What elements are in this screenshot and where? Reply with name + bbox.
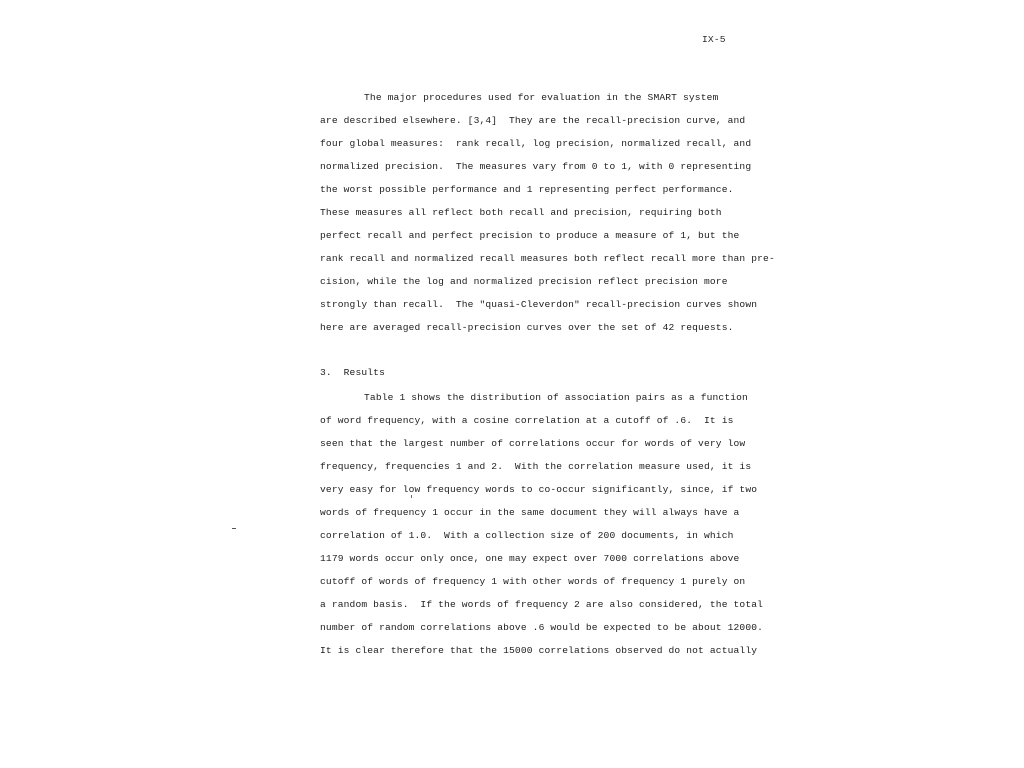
paragraph-2-line: frequency, frequencies 1 and 2. With the correlation measure used, it is xyxy=(320,461,752,472)
paragraph-2-line: correlation of 1.0. With a collection size of 200 documents, in which xyxy=(320,530,734,541)
paragraph-2-line: seen that the largest number of correlations occur for words of very low xyxy=(320,438,746,449)
paragraph-1-line: cision, while the log and normalized precision reflect precision more xyxy=(320,276,728,287)
paragraph-1-line: here are averaged recall-precision curves over the set of 42 requests. xyxy=(320,322,734,333)
paragraph-1-line: are described elsewhere. [3,4] They are the recall-precision curve, and xyxy=(320,115,746,126)
margin-mark xyxy=(232,528,236,529)
paragraph-1-line: the worst possible performance and 1 representing perfect performance. xyxy=(320,184,734,195)
paragraph-2-line: 1179 words occur only once, one may expect over 7000 correlations above xyxy=(320,553,740,564)
paragraph-2-line: Table 1 shows the distribution of association pairs as a function xyxy=(364,392,748,403)
paragraph-2-line: number of random correlations above .6 would be expected to be about 12000. xyxy=(320,622,764,633)
paragraph-2-line: cutoff of words of frequency 1 with other words of frequency 1 purely on xyxy=(320,576,746,587)
paragraph-2-line: a random basis. If the words of frequency 2 are also considered, the total xyxy=(320,599,764,610)
paragraph-1-line: normalized precision. The measures vary from 0 to 1, with 0 representing xyxy=(320,161,752,172)
paragraph-2-line: of word frequency, with a cosine correlation at a cutoff of .6. It is xyxy=(320,415,734,426)
page-number: IX-5 xyxy=(702,34,726,45)
paragraph-1-line: four global measures: rank recall, log precision, normalized recall, and xyxy=(320,138,752,149)
scan-speck xyxy=(411,495,412,498)
paragraph-1-line: The major procedures used for evaluation in the SMART system xyxy=(364,92,719,103)
paragraph-2-line: words of frequency 1 occur in the same document they will always have a xyxy=(320,507,740,518)
paragraph-1-line: These measures all reflect both recall and precision, requiring both xyxy=(320,207,722,218)
section-heading: 3. Results xyxy=(320,367,385,378)
paragraph-2-line: very easy for low frequency words to co-occur significantly, since, if two xyxy=(320,484,758,495)
paragraph-2-line: It is clear therefore that the 15000 correlations observed do not actually xyxy=(320,645,758,656)
paragraph-1-line: strongly than recall. The "quasi-Cleverdon" recall-precision curves shown xyxy=(320,299,758,310)
paragraph-1-line: perfect recall and perfect precision to produce a measure of 1, but the xyxy=(320,230,740,241)
paragraph-1-line: rank recall and normalized recall measures both reflect recall more than pre- xyxy=(320,253,775,264)
